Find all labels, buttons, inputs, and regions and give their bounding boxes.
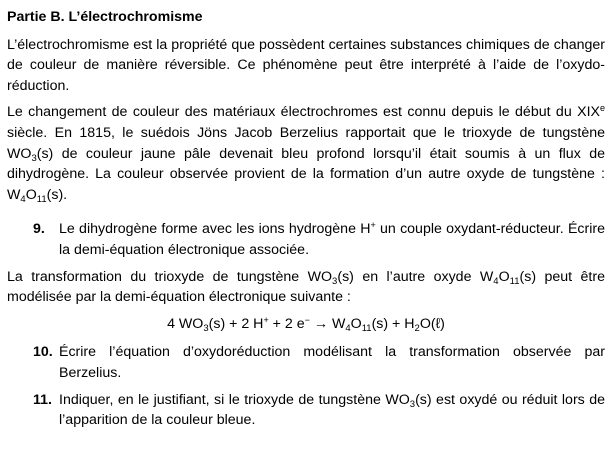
transformation-text-3: (s) peut être modélisée par la demi-équation électronique suivante : [7,268,605,306]
equation-part-2: (s) + 2 H [208,315,264,332]
section-title: Partie B. L’électrochromisme [7,9,203,25]
history-text-3: (s) de couleur jaune pâle devenait bleu profond lorsqu’il était soumis à un flux de dihydrogène. La couleur observée provient de la formation d’un autre oxyde de tungstène : W [7,145,605,203]
transformation-wo3-subscript: 3 [332,275,338,287]
question-11-number: 11. [33,391,52,408]
history-text-2: siècle. En 1815, le suédois Jöns Jacob Berzelius rapportait que le trioxyde de tungstène WO [7,124,605,162]
question-11-text-1: Indiquer, en le justifiant, si le trioxyde de tungstène WO [59,391,410,408]
question-10-text: Écrire l’équation d’oxydoréduction modélisant la transformation observée par Berzelius. [59,344,605,381]
question-11 [33,390,605,431]
equation-part-4: → W [309,315,346,332]
question-9-number: 9. [33,221,45,238]
question-9-text [59,219,605,260]
transformation-paragraph [7,267,605,308]
question-9-text-2: un couple oxydant-réducteur. Écrire la demi-équation électronique associée. [59,221,605,258]
half-equation [7,314,605,335]
document-page [7,7,605,437]
history-text-end: (s). [46,186,68,203]
century-superscript: e [599,103,605,114]
equation-sup-1: + [263,314,269,325]
equation-part-6: (s) + H [371,315,415,332]
transformation-o11-subscript: 11 [509,275,520,287]
transformation-oxygen-symbol: O [498,268,510,285]
intro-text: L’électrochromisme est la propriété que possèdent certaines substances chimiques de changer de couleur de manière réversible. Ce phénomène peut être interprété à l’aide de l’oxydo-réduction. [7,36,605,94]
equation-sub-1: 3 [203,322,209,334]
equation-part-3: + 2 e [268,315,305,332]
equation-sub-4: 2 [414,322,420,334]
wo3-subscript: 3 [31,152,37,164]
question-9 [33,219,605,260]
w4-subscript: 4 [20,193,26,205]
transformation-text-2: (s) en l’autre oxyde W [337,268,494,285]
question-11-text [59,390,605,431]
question-11-text-2: (s) est oxydé ou réduit lors de l’apparition de la couleur bleue. [59,391,605,429]
equation-sub-2: 4 [345,322,351,334]
question-11-wo3-subscript: 3 [409,398,416,410]
equation-part-7: O(ℓ) [419,315,445,332]
oxygen-symbol: O [25,186,37,203]
equation-sub-3: 11 [361,322,372,334]
history-paragraph [7,102,605,205]
intro-paragraph [7,35,605,97]
transformation-w4-subscript: 4 [493,275,499,287]
question-9-text-1: Le dihydrogène forme avec les ions hydrogène H [59,221,371,238]
question-10 [33,342,605,383]
hydrogen-ion-superscript: + [370,220,376,231]
transformation-text-1: La transformation du trioxyde de tungstène WO [7,268,333,285]
question-10-number: 10. [33,344,53,361]
history-text-1: Le changement de couleur des matériaux électrochromes est connu depuis le début du XIX [7,104,600,121]
o11-subscript: 11 [36,193,47,205]
equation-sup-2: − [304,314,310,325]
equation-part-1: 4 WO [167,315,204,332]
equation-part-5: O [350,315,362,332]
